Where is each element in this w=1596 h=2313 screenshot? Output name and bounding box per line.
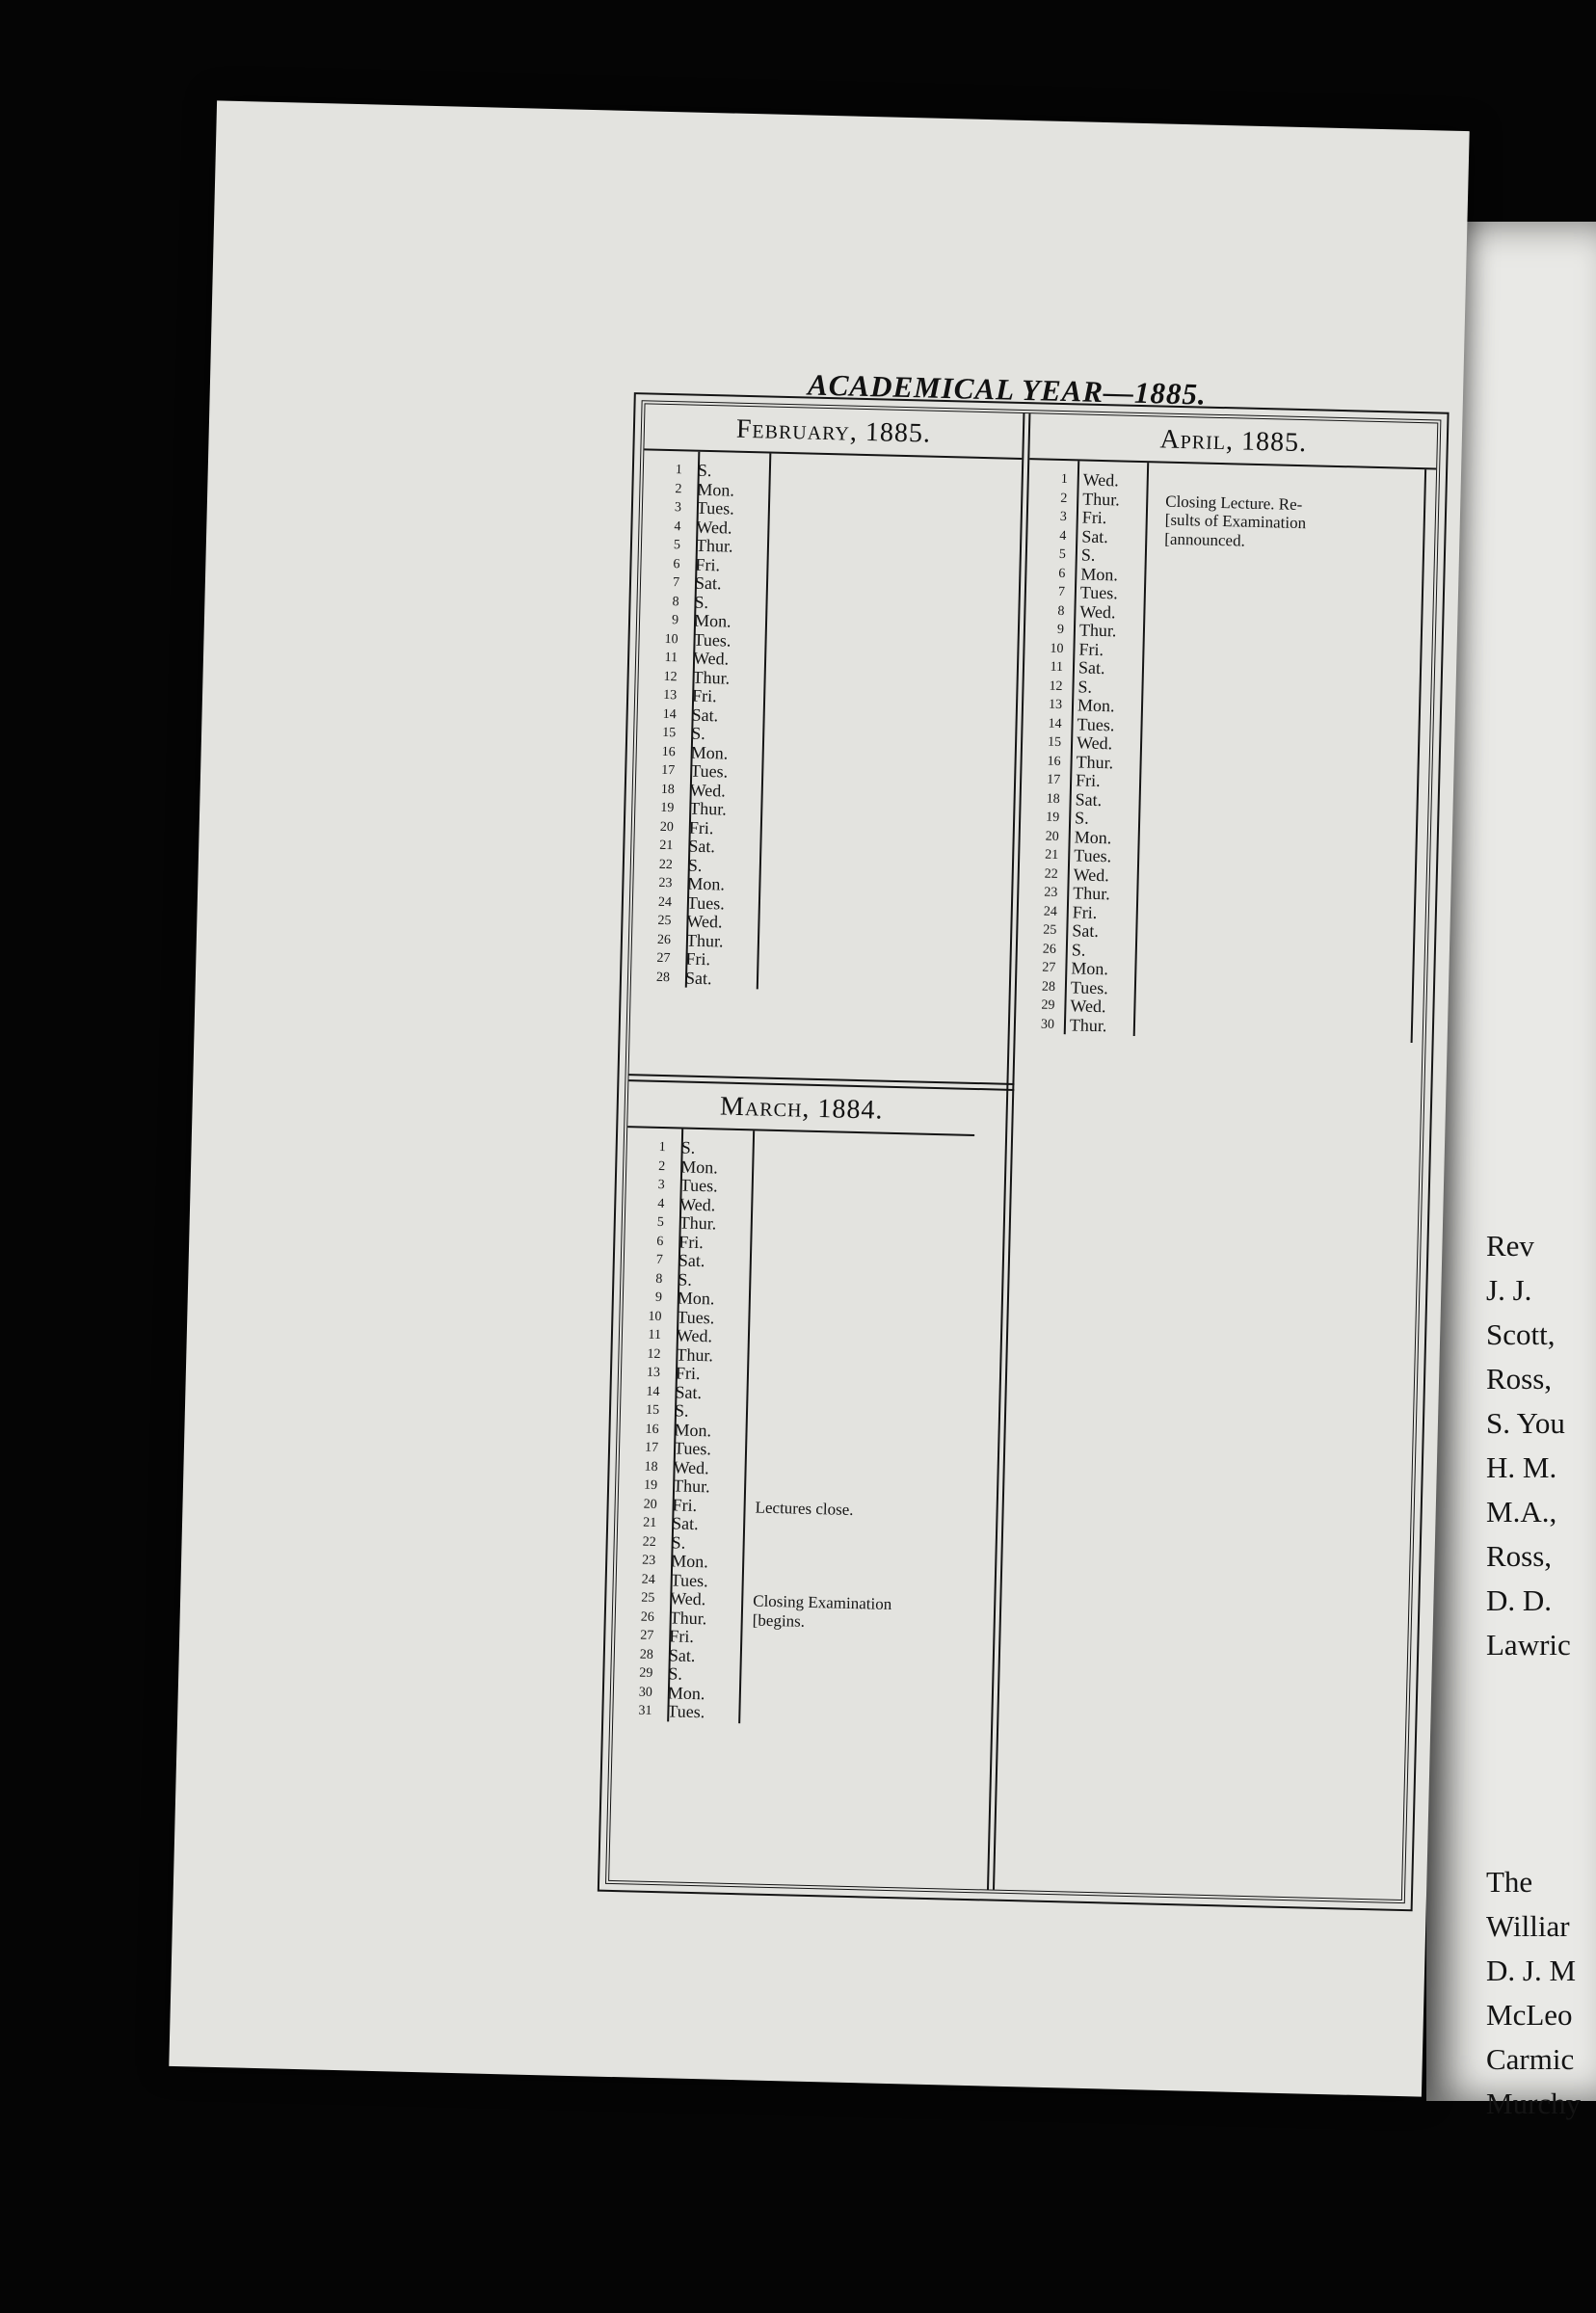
day-number: 6 xyxy=(656,1234,664,1249)
day-number: 20 xyxy=(1045,829,1059,844)
day-number: 8 xyxy=(1057,603,1065,619)
facing-line: Lawric xyxy=(1486,1628,1571,1662)
facing-line: Scott, xyxy=(1486,1317,1556,1351)
weekday: Wed. xyxy=(679,1194,716,1214)
day-number: 15 xyxy=(1047,734,1062,751)
day-number: 21 xyxy=(643,1515,657,1531)
facing-line: M.A., xyxy=(1486,1495,1557,1529)
day-number: 15 xyxy=(645,1402,660,1419)
weekday: Tues. xyxy=(686,892,726,914)
weekday: Tues. xyxy=(677,1306,715,1327)
weekday: Wed. xyxy=(1070,996,1106,1017)
day-number: 4 xyxy=(1059,528,1067,544)
day-number: 8 xyxy=(672,594,679,609)
day-note: [sults of Examination xyxy=(1164,510,1307,533)
day-number: 3 xyxy=(674,500,682,516)
weekday: Wed. xyxy=(689,780,727,801)
weekday: Fri. xyxy=(1081,507,1107,528)
day-number: 14 xyxy=(662,706,677,722)
weekday: Tues. xyxy=(696,497,735,518)
day-number: 20 xyxy=(643,1497,657,1512)
day-number: 24 xyxy=(641,1572,655,1587)
day-number: 14 xyxy=(646,1384,660,1399)
day-number: 27 xyxy=(656,950,671,967)
day-number: 16 xyxy=(645,1422,659,1437)
day-number: 7 xyxy=(1057,584,1066,600)
weekday: Tues. xyxy=(1074,845,1112,866)
weekday: Thur. xyxy=(678,1212,717,1234)
weekday: Mon. xyxy=(1071,958,1109,979)
weekday: S. xyxy=(668,1663,683,1684)
weekday: Fri. xyxy=(1075,770,1101,791)
month-title: February, 1885. xyxy=(644,404,1023,460)
day-number: 28 xyxy=(639,1647,654,1662)
weekday: Wed. xyxy=(1073,864,1110,885)
facing-line: Murchy xyxy=(1486,2087,1582,2120)
weekday: Mon. xyxy=(680,1156,718,1177)
weekday: Thur. xyxy=(676,1343,714,1365)
weekday: S. xyxy=(674,1400,689,1421)
day-number: 24 xyxy=(657,894,673,910)
day-number: 1 xyxy=(1060,471,1068,488)
day-number: 5 xyxy=(656,1214,664,1231)
weekday: S. xyxy=(1077,676,1093,697)
facing-line: D. D. xyxy=(1486,1583,1553,1617)
day-number: 19 xyxy=(643,1477,658,1494)
day-number: 22 xyxy=(642,1534,656,1550)
facing-line: Rev xyxy=(1486,1229,1534,1263)
day-number: 9 xyxy=(654,1289,663,1306)
day-number: 10 xyxy=(1050,641,1064,656)
weekday: Thur. xyxy=(1076,751,1114,772)
day-note: [begins. xyxy=(752,1609,806,1631)
weekday: S. xyxy=(690,723,705,743)
day-number: 29 xyxy=(1041,997,1055,1013)
weekday: Sat. xyxy=(678,1250,705,1271)
day-number: 11 xyxy=(664,650,678,666)
facing-line: McLeo xyxy=(1486,1998,1573,2032)
month-days xyxy=(613,1128,1005,1729)
facing-line: J. J. xyxy=(1486,1273,1532,1307)
day-number: 6 xyxy=(673,556,680,572)
day-number: 14 xyxy=(1048,716,1062,731)
facing-line: Williar xyxy=(1486,1909,1570,1943)
weekday: S. xyxy=(687,855,703,875)
weekday: Fri. xyxy=(695,554,721,574)
weekday: Sat. xyxy=(694,572,722,594)
day-number: 23 xyxy=(658,875,673,891)
day-number: 21 xyxy=(659,837,674,854)
day-number: 4 xyxy=(657,1196,665,1211)
day-number: 17 xyxy=(661,762,676,779)
weekday: Sat. xyxy=(1075,788,1103,810)
day-number: 25 xyxy=(641,1590,655,1606)
month-days xyxy=(1016,460,1436,1043)
weekday: S. xyxy=(678,1268,693,1289)
day-number: 20 xyxy=(659,819,675,835)
weekday: Thur. xyxy=(1082,488,1121,509)
day-number: 28 xyxy=(1041,979,1056,995)
facing-line: The xyxy=(1486,1865,1533,1899)
day-number: 26 xyxy=(656,932,672,947)
day-number: 7 xyxy=(672,575,680,591)
weekday: Tues. xyxy=(670,1569,708,1590)
weekday: Mon. xyxy=(697,479,735,500)
day-number: 16 xyxy=(661,744,676,759)
day-number: 22 xyxy=(658,857,674,872)
weekday: Wed. xyxy=(1076,732,1113,754)
day-number: 27 xyxy=(640,1628,654,1643)
weekday: Thur. xyxy=(689,798,728,819)
weekday: S. xyxy=(1080,545,1096,565)
weekday: Wed. xyxy=(1079,600,1116,622)
day-number: 13 xyxy=(662,687,678,704)
weekday: S. xyxy=(694,592,709,612)
facing-line: Ross, xyxy=(1486,1362,1553,1396)
day-number: 28 xyxy=(655,970,671,985)
weekday: Sat. xyxy=(1077,657,1105,678)
weekday: Tues. xyxy=(679,1175,718,1196)
weekday: Fri. xyxy=(672,1494,698,1515)
day-number: 30 xyxy=(638,1685,653,1700)
day-note: Closing Examination xyxy=(753,1591,892,1613)
day-number: 9 xyxy=(671,613,679,628)
weekday: Wed. xyxy=(676,1325,713,1346)
weekday: Thur. xyxy=(1078,620,1117,641)
month-march xyxy=(609,1081,1006,1880)
day-number: 17 xyxy=(644,1440,659,1456)
weekday: Wed. xyxy=(670,1588,706,1609)
facing-line: D. J. M xyxy=(1486,1954,1577,1987)
weekday: Mon. xyxy=(1077,695,1115,716)
facing-line: Ross, xyxy=(1486,1539,1553,1573)
day-number: 24 xyxy=(1043,904,1057,919)
weekday: Thur. xyxy=(695,535,733,556)
weekday: Thur. xyxy=(669,1607,707,1628)
day-number: 2 xyxy=(1060,491,1068,506)
facing-line: S. You xyxy=(1486,1406,1565,1440)
month-days xyxy=(631,450,1022,995)
weekday: Tues. xyxy=(690,760,729,782)
weekday: S. xyxy=(680,1137,696,1157)
day-number: 22 xyxy=(1044,866,1058,882)
weekday: Tues. xyxy=(1070,976,1109,997)
facing-page-text xyxy=(1486,1224,1596,2126)
weekday: Mon. xyxy=(670,1551,708,1572)
day-note: Closing Lecture. Re- xyxy=(1165,492,1303,514)
day-number: 23 xyxy=(642,1553,656,1568)
weekday: Sat. xyxy=(684,968,712,988)
day-number: 23 xyxy=(1044,885,1058,900)
weekday: Mon. xyxy=(693,610,732,631)
weekday: S. xyxy=(697,460,712,481)
weekday: Sat. xyxy=(671,1513,699,1534)
weekday: Mon. xyxy=(674,1419,712,1440)
weekday: Tues. xyxy=(1077,713,1115,734)
day-number: 15 xyxy=(662,725,677,741)
weekday: S. xyxy=(1074,808,1089,828)
day-number: 19 xyxy=(660,800,675,816)
day-number: 10 xyxy=(664,631,678,647)
weekday: Mon. xyxy=(677,1288,715,1309)
day-number: 25 xyxy=(1043,922,1057,938)
weekday: Fri. xyxy=(688,817,714,837)
facing-line: H. M. xyxy=(1486,1450,1557,1484)
day-number: 2 xyxy=(658,1158,666,1174)
day-number: 6 xyxy=(1058,566,1066,581)
weekday: Sat. xyxy=(691,705,719,725)
month-title: March, 1884. xyxy=(627,1081,975,1136)
page-title: ACADEMICAL YEAR—1885. xyxy=(807,367,1208,412)
weekday: Thur. xyxy=(1069,1014,1107,1035)
weekday: Tues. xyxy=(693,629,732,651)
day-number: 29 xyxy=(639,1665,653,1681)
calendar-page xyxy=(169,100,1469,2096)
day-number: 13 xyxy=(646,1365,661,1381)
day-number: 17 xyxy=(1046,772,1061,788)
weekday: Thur. xyxy=(672,1476,710,1497)
month-april xyxy=(1013,413,1437,1156)
day-number: 8 xyxy=(655,1271,663,1287)
weekday: Sat. xyxy=(688,836,716,857)
day-number: 19 xyxy=(1046,810,1060,825)
weekday: Fri. xyxy=(685,948,711,970)
day-number: 12 xyxy=(647,1346,661,1362)
month-title: April, 1885. xyxy=(1029,413,1437,469)
weekday: Fri. xyxy=(675,1363,701,1384)
day-number: 18 xyxy=(660,782,675,797)
day-number: 1 xyxy=(675,463,683,478)
weekday: Sat. xyxy=(668,1644,696,1665)
weekday: Sat. xyxy=(1072,920,1100,942)
day-number: 18 xyxy=(644,1459,658,1475)
facing-line: Carmic xyxy=(1486,2042,1575,2076)
weekday: Sat. xyxy=(1081,525,1109,546)
weekday: Sat. xyxy=(675,1381,703,1402)
weekday: Wed. xyxy=(696,517,732,538)
day-number: 12 xyxy=(663,669,678,684)
calendar-frame xyxy=(605,400,1441,1903)
day-number: 7 xyxy=(655,1252,664,1268)
weekday: S. xyxy=(1071,939,1086,960)
day-number: 10 xyxy=(648,1309,662,1324)
day-number: 11 xyxy=(1050,659,1064,676)
weekday: Mon. xyxy=(1074,826,1112,847)
day-number: 5 xyxy=(673,538,681,553)
month-february xyxy=(629,404,1024,1082)
day-number: 26 xyxy=(1042,942,1057,957)
weekday: Mon. xyxy=(667,1682,705,1703)
weekday: Tues. xyxy=(673,1438,712,1459)
weekday: Thur. xyxy=(685,930,724,951)
weekday: Wed. xyxy=(686,911,723,932)
day-number: 21 xyxy=(1045,847,1059,863)
day-note: Lectures close. xyxy=(755,1498,854,1519)
day-number: 12 xyxy=(1049,678,1063,694)
weekday: Fri. xyxy=(669,1626,695,1646)
day-number: 5 xyxy=(1058,546,1067,563)
day-number: 4 xyxy=(674,518,681,534)
weekday: Wed. xyxy=(1082,469,1120,491)
day-number: 31 xyxy=(638,1703,652,1718)
weekday: Fri. xyxy=(1072,901,1098,922)
day-number: 9 xyxy=(1056,622,1065,638)
weekday: Thur. xyxy=(1073,883,1111,904)
day-number: 18 xyxy=(1046,791,1060,807)
day-number: 1 xyxy=(658,1139,666,1156)
day-number: 3 xyxy=(1059,509,1068,525)
day-number: 13 xyxy=(1048,697,1063,713)
day-number: 11 xyxy=(648,1327,662,1343)
weekday: Mon. xyxy=(1080,563,1119,584)
weekday: Fri. xyxy=(691,685,717,706)
day-number: 16 xyxy=(1047,754,1061,769)
weekday: Mon. xyxy=(687,873,726,894)
weekday: Mon. xyxy=(690,742,729,763)
day-number: 26 xyxy=(640,1609,654,1625)
weekday: Thur. xyxy=(692,667,731,688)
day-note: [announced. xyxy=(1164,529,1246,550)
weekday: Wed. xyxy=(673,1456,709,1477)
day-number: 27 xyxy=(1042,960,1056,975)
weekday: Tues. xyxy=(667,1701,705,1722)
day-number: 25 xyxy=(657,913,672,929)
day-number: 2 xyxy=(675,481,682,496)
weekday: Wed. xyxy=(692,648,730,669)
day-number: 30 xyxy=(1040,1017,1055,1032)
weekday: Fri. xyxy=(678,1231,705,1252)
weekday: S. xyxy=(671,1531,686,1553)
day-number: 3 xyxy=(657,1177,665,1193)
weekday: Tues. xyxy=(1079,582,1119,603)
weekday: Fri. xyxy=(1078,638,1104,659)
